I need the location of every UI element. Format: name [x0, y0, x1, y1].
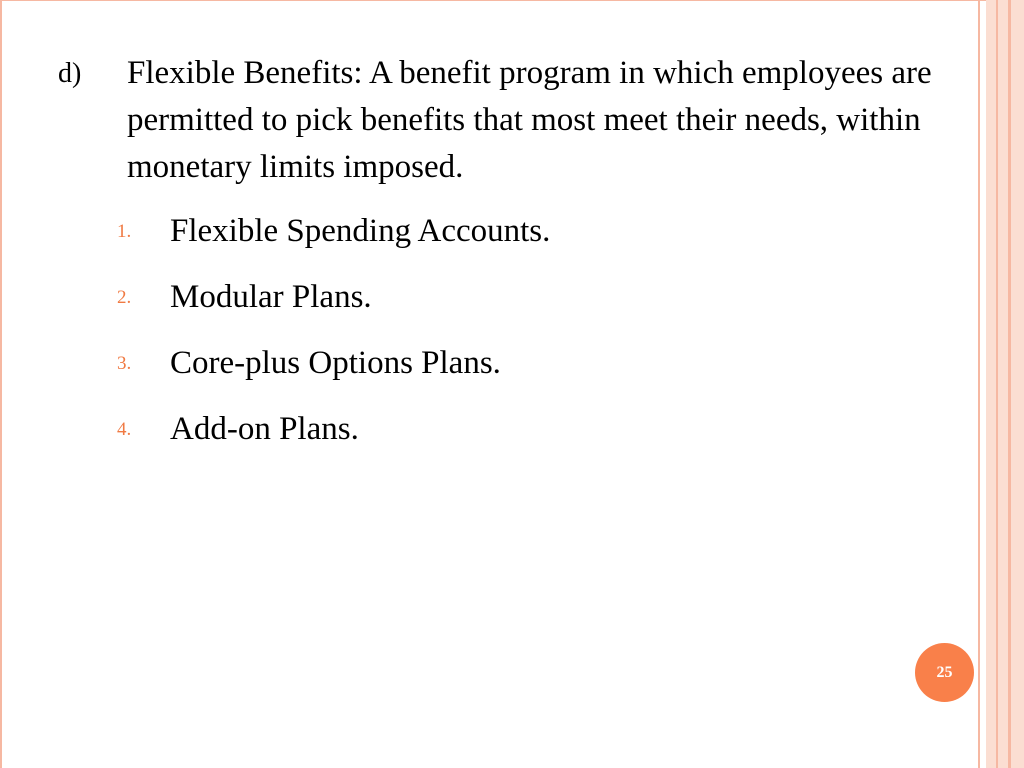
frame-right-stripe-2	[1008, 0, 1011, 768]
main-item-text: Flexible Benefits: A benefit program in which employees are permitted to pick benefits that most meet their needs, within monetary limits imposed.	[127, 55, 932, 185]
sub-item-text: Add-on Plans.	[170, 411, 359, 447]
frame-right-stripe-1	[996, 0, 998, 768]
sub-item-marker: 3.	[117, 353, 132, 374]
sub-item-text: Flexible Spending Accounts.	[170, 213, 551, 249]
frame-right-thin-line	[978, 0, 980, 768]
main-item-marker: d)	[58, 58, 82, 89]
sub-list-item	[115, 272, 875, 338]
sub-list	[115, 206, 875, 470]
sub-item-marker: 2.	[117, 287, 132, 308]
page-number-badge: 25	[915, 643, 974, 702]
sub-item-text: Modular Plans.	[170, 279, 372, 315]
sub-list-item	[115, 206, 875, 272]
sub-item-text: Core-plus Options Plans.	[170, 345, 501, 381]
sub-list-item	[115, 404, 875, 470]
sub-item-marker: 4.	[117, 419, 132, 440]
frame-right-band	[986, 0, 1024, 768]
sub-list-item	[115, 338, 875, 404]
sub-item-marker: 1.	[117, 221, 132, 242]
